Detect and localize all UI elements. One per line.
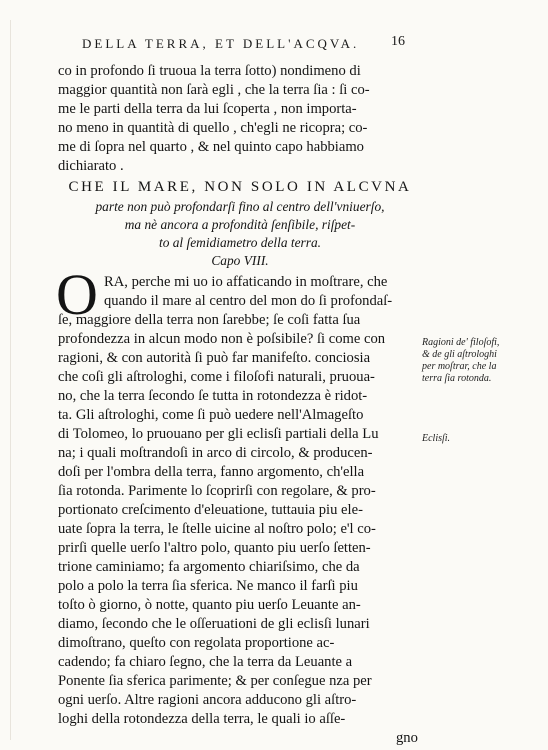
text-line: ta. Gli aſtrologhi, come ſi può uedere nell'Almageſto xyxy=(58,407,364,423)
text-line: doſi per l'ombra della terra, fanno argomento, ch'ella xyxy=(58,464,365,480)
text-line: me di ſopra nel quarto , & nel quinto capo habbiamo xyxy=(58,139,364,155)
text-line: che coſi gli aſtrologhi, come i filoſofi naturali, pruoua- xyxy=(58,369,375,385)
text-line: portionato creſcimento d'eleuatione, tuttauia piu ele- xyxy=(58,502,363,518)
text-line: uate ſopra la terra, le ſtelle uicine al noſtro polo; e'l co- xyxy=(58,521,376,537)
text-line: polo a polo la terra ſia sferica. Ne manco il farſi piu xyxy=(58,578,358,594)
page-edge-shadow xyxy=(10,20,11,740)
text-line: ſe, maggiore della terra non ſarebbe; ſe coſi fatta ſua xyxy=(58,312,361,328)
text-line: prirſi quelle uerſo l'altro polo, quanto piu uerſo ſetten- xyxy=(58,540,371,556)
text-line: profondezza in alcun modo non è poſsibile? ſi come con xyxy=(58,331,386,347)
chapter-title-line: parte non può profondarſi fino al centro dell'vniuerſo, xyxy=(95,199,385,214)
text-line: no meno in quantità di quello , ch'egli ne ricopra; co- xyxy=(58,120,368,136)
text-line: ragioni, & con autorità ſi può far manifeſto. conciosia xyxy=(58,350,371,366)
chapter-title-caps: CHE IL MARE, NON SOLO IN ALCVNA xyxy=(68,179,412,195)
page-number: 16 xyxy=(391,34,405,49)
text-line: di Tolomeo, lo pruouano per gli eclisſi partiali della Lu xyxy=(58,426,379,442)
margin-note: Ragioni de' filoſofi, & de gli aſtrologhi per moſtrar, che la terra ſia rotonda. xyxy=(422,337,500,384)
chapter-title-line: to al ſemidiametro della terra. xyxy=(158,235,322,250)
text-line: co in profondo ſi truoua la terra ſotto) nondimeno di xyxy=(58,63,361,79)
text-line: toſto ò giorno, ò notte, quanto piu uerſo Leuante an- xyxy=(58,597,361,613)
text-line: loghi della rotondezza della terra, le quali io aſſe- xyxy=(58,711,346,727)
margin-note: Eclisſi. xyxy=(422,433,451,444)
chapter-number: Capo VIII. xyxy=(211,253,269,268)
text-line: quando il mare al centro del mon do ſi profondaſ- xyxy=(104,293,393,309)
text-line: dimoſtrano, queſto con regolata proportione ac- xyxy=(58,635,335,651)
drop-cap: O xyxy=(56,262,98,327)
text-line: ogni uerſo. Altre ragioni ancora adducono gli aſtro- xyxy=(58,692,357,708)
text-line: diamo, ſecondo che le oſſeruationi de gli eclisſi lunari xyxy=(58,616,370,632)
text-line: na; i quali moſtrandoſi in arco di circolo, & producen- xyxy=(58,445,373,461)
chapter-title-line: ma nè ancora a profondità ſenſibile, riſpet- xyxy=(124,217,356,232)
text-line: ſia rotonda. Parimente lo ſcoprirſi con regolare, & pro- xyxy=(58,483,376,499)
text-line: cadendo; fa chiaro ſegno, che la terra da Leuante a xyxy=(58,654,353,670)
catchword: gno xyxy=(396,730,418,746)
text-line: me le parti della terra da lui ſcoperta , non importa- xyxy=(58,101,357,117)
text-line: Ponente ſia sferica parimente; & per conſegue nza per xyxy=(58,673,372,689)
text-line: trione caminiamo; fa argomento chiariſsimo, che da xyxy=(58,559,360,575)
text-line: RA, perche mi uo io affaticando in moſtrare, che xyxy=(104,274,388,290)
text-line: no, che la terra ſecondo ſe tutta in rotondezza è ridot- xyxy=(58,388,368,404)
text-line: dichiarato . xyxy=(58,158,124,174)
running-title: DELLA TERRA, ET DELL'ACQVA. xyxy=(82,36,360,51)
text-line: maggior quantità non ſarà egli , che la terra ſia : ſi co- xyxy=(58,82,370,98)
